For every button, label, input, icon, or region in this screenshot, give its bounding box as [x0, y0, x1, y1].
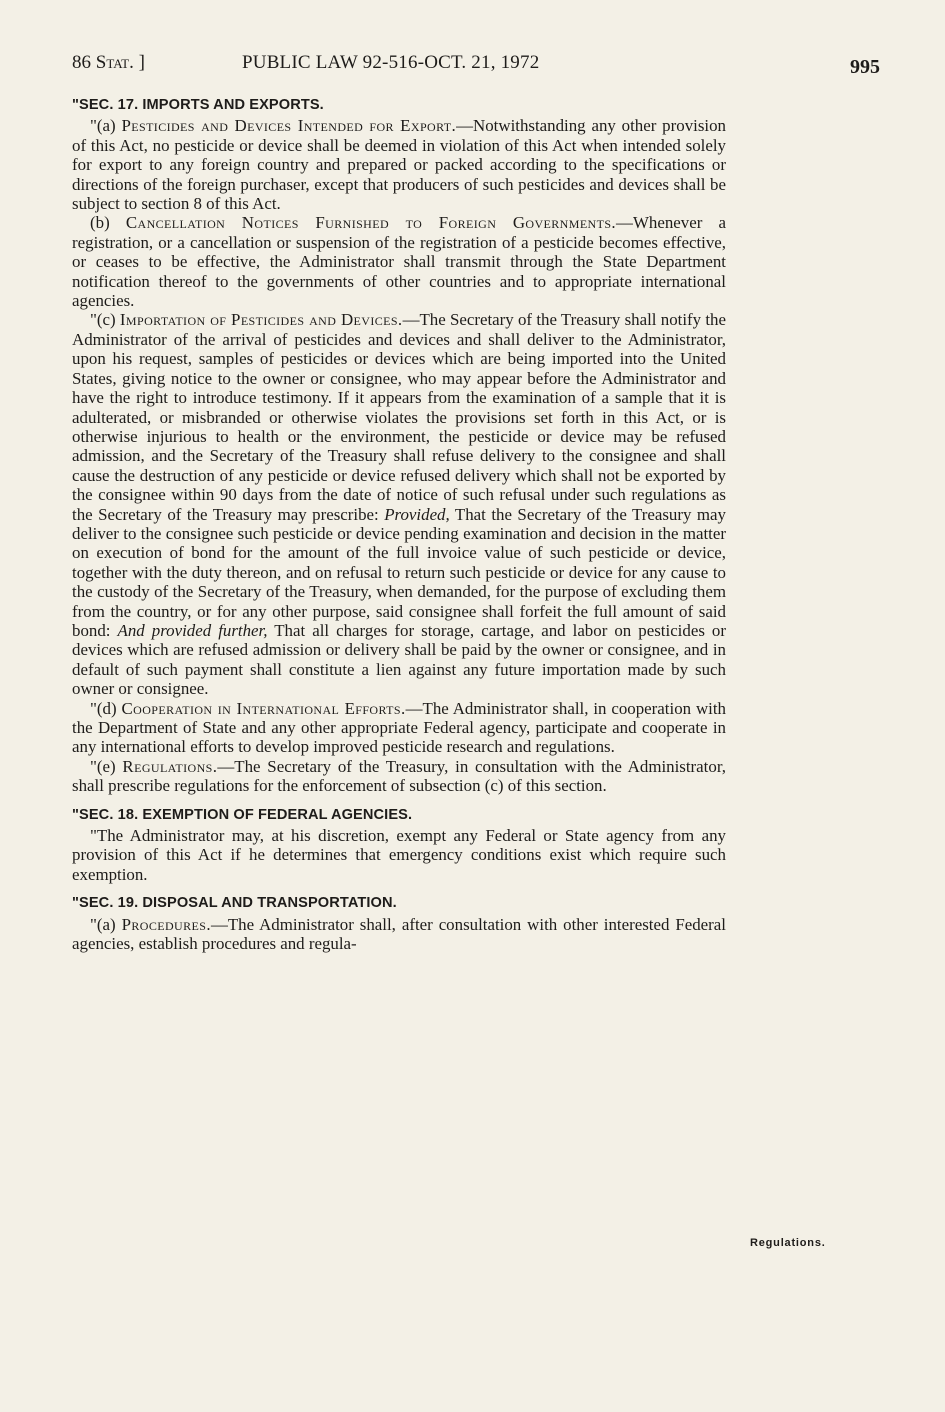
section-17-e-text: —The Secretary of the Treasury, in consultation with the Administrator, shall prescribe regulations for the enforcement of subsection (c) of this section. — [72, 756, 726, 796]
section-17-a-text: —Notwithstanding any other provision of this Act, no pesticide or device shall be deemed in violation of this Act when intended solely for export to any foreign country and prepared or packed according to the specifications or directions of the foreign purchaser, except that producers of such pesticides and devices shall be subject to section 8 of this Act. — [72, 116, 726, 214]
margin-note-regulations: Regulations. — [750, 1237, 826, 1249]
section-17-a — [72, 116, 726, 213]
section-17-c-label: "(c) — [90, 310, 120, 330]
section-17-d — [72, 699, 726, 757]
section-17-c-text-3: That all charges for storage, cartage, and labor on pesticides or devices which are refused admission or delivery shall be paid by the owner or consignee, and in default of such payment shall constitute a lien against any future importation made by such owner or consignee. — [72, 620, 726, 699]
section-19-a-label: "(a) — [90, 914, 122, 934]
body-text — [72, 94, 726, 953]
section-17-b-label: (b) — [90, 213, 126, 233]
section-17-b — [72, 213, 726, 310]
section-17-e — [72, 757, 726, 796]
section-19-a-text: —The Administrator shall, after consultation with other interested Federal agencies, establish procedures and regula- — [72, 914, 726, 954]
section-17-c-caption: Importation of Pesticides and Devices. — [119, 310, 403, 330]
section-18-text: "The Administrator may, at his discretion, exempt any Federal or State agency from any provision of this Act if he determines that emergency conditions exist which require such exemption. — [72, 826, 726, 884]
section-17-b-caption: Cancellation Notices Furnished to Foreign Governments. — [125, 213, 617, 233]
section-17-a-label: "(a) — [90, 116, 122, 136]
section-18-heading: "SEC. 18. EXEMPTION OF FEDERAL AGENCIES. — [72, 806, 413, 823]
section-17-d-text: —The Administrator shall, in cooperation with the Department of State and any other appropriate Federal agency, participate and cooperate in any international efforts to develop improved pesticide research and regulations. — [72, 698, 726, 757]
section-17-d-label: "(d) — [90, 698, 122, 718]
section-19-a — [72, 915, 726, 954]
law-title: PUBLIC LAW 92-516-OCT. 21, 1972 — [242, 52, 540, 73]
statute-reference: 86 Stat. ] — [72, 52, 145, 73]
section-17-c — [72, 310, 726, 698]
section-19-heading: "SEC. 19. DISPOSAL AND TRANSPORTATION. — [72, 895, 397, 912]
section-17-c-proviso-2: And provided further, — [117, 620, 268, 640]
section-17-e-caption: Regulations. — [122, 756, 218, 776]
page-number: 995 — [850, 56, 880, 78]
section-17-c-proviso-1: Provided, — [384, 504, 450, 524]
running-header — [72, 52, 880, 82]
section-17-heading: "SEC. 17. IMPORTS AND EXPORTS. — [72, 97, 324, 113]
section-17-d-caption: Cooperation in International Efforts. — [121, 698, 406, 718]
section-17-a-caption: Pesticides and Devices Intended for Export. — [121, 116, 457, 136]
section-17-c-text-1: —The Secretary of the Treasury shall notify the Administrator of the arrival of pesticides and devices and shall deliver to the Administrator, upon his request, samples of pesticides or devices which are being imported into the United States, giving notice to the owner or consignee, who may appear before the Administrator and have the right to introduce testimony. If it appears from the examination of a sample that it is adulterated, or misbranded or otherwise violates the provisions set forth in this Act, or is otherwise injurious to health or the environment, the pesticide or device may be refused admission, and the Secretary of the Treasury shall refuse delivery to the consignee and shall cause the destruction of any pesticide or device refused delivery which shall not be exported by the consignee within 90 days from the date of notice of such refusal under such regulations as the Secretary of the Treasury may prescribe: — [72, 310, 726, 524]
section-19-a-caption: Procedures. — [121, 914, 211, 934]
section-17-c-text-2: That the Secretary of the Treasury may deliver to the consignee such pesticide or device pending examination and decision in the matter on execution of bond for the amount of the full invoice value of such pesticide or device, together with the duty thereon, and on refusal to return such pesticide or device for any cause to the custody of the Secretary of the Treasury, when demanded, for the purpose of excluding them from the country, or for any other purpose, said consignee shall forfeit the full amount of said bond: — [72, 504, 726, 640]
section-17-e-label: "(e) — [90, 756, 123, 776]
section-17-b-text: —Whenever a registration, or a cancellation or suspension of the registration of a pesticide becomes effective, or ceases to be effective, the Administrator shall transmit through the State Department notification thereof to the governments of other countries and to appropriate international agencies. — [72, 213, 726, 311]
